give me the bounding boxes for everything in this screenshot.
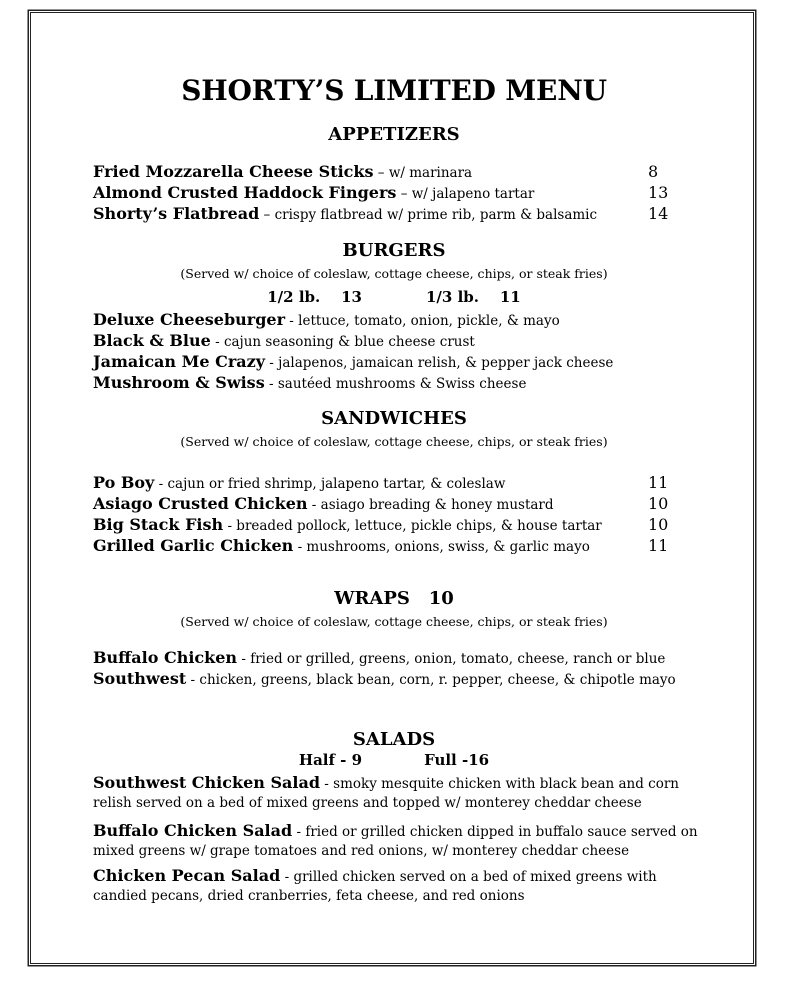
item-description: - smoky mesquite chicken with black bean and corn relish served on a bed of mixed greens and topped w/ monterey cheddar cheese: [93, 776, 679, 811]
item-name: Shorty’s Flatbread: [93, 204, 260, 223]
item-name: Black & Blue: [93, 331, 211, 350]
item-description: - asiago breading & honey mustard: [307, 497, 554, 513]
item-name: Deluxe Cheeseburger: [93, 310, 286, 329]
menu-item: [93, 473, 693, 492]
menu-item: [93, 373, 693, 392]
item-name: Mushroom & Swiss: [93, 373, 265, 392]
item-description: – w/ jalapeno tartar: [396, 186, 535, 202]
menu-item: [93, 183, 693, 202]
item-name: Southwest: [93, 669, 187, 688]
item-description: - mushrooms, onions, swiss, & garlic mayo: [293, 539, 590, 555]
served-with-note: (Served w/ choice of coleslaw, cottage cheese, chips, or steak fries): [180, 434, 608, 449]
item-name: Buffalo Chicken: [93, 648, 238, 667]
wraps-heading: WRAPS 10: [334, 588, 454, 609]
item-name: Southwest Chicken Salad: [93, 773, 321, 792]
size-half: Half - 9: [298, 751, 363, 769]
menu-item: [93, 204, 693, 223]
item-price: 13: [648, 183, 669, 202]
item-description: - jalapenos, jamaican relish, & pepper jack cheese: [265, 355, 614, 371]
item-price: 11: [648, 536, 669, 555]
item-price: 14: [648, 204, 669, 223]
item-name: Asiago Crusted Chicken: [93, 494, 308, 513]
menu-item: [93, 536, 693, 555]
menu-item: [93, 310, 693, 329]
menu-title: SHORTY’S LIMITED MENU: [181, 74, 607, 107]
item-name: Buffalo Chicken Salad: [93, 821, 293, 840]
menu-item: [93, 669, 693, 688]
salad-sizes: [0, 751, 788, 769]
item-price: 11: [648, 473, 669, 492]
sandwiches-heading: SANDWICHES: [321, 408, 467, 429]
item-price: 10: [648, 494, 669, 513]
served-with-note: (Served w/ choice of coleslaw, cottage cheese, chips, or steak fries): [180, 614, 608, 629]
salads-heading: SALADS: [352, 729, 436, 750]
item-name: Chicken Pecan Salad: [93, 866, 281, 885]
salad-item: [93, 773, 713, 813]
appetizers-heading: APPETIZERS: [328, 124, 460, 145]
size-third-pound: 1/3 lb. 11: [426, 288, 521, 306]
size-full: Full -16: [424, 751, 490, 769]
item-description: - fried or grilled, greens, onion, tomato, cheese, ranch or blue: [237, 651, 666, 667]
item-description: - fried or grilled chicken dipped in buffalo sauce served on mixed greens w/ grape tomatoes and red onions, w/ monterey cheddar cheese: [93, 824, 698, 859]
menu-item: [93, 162, 693, 181]
menu-item: [93, 494, 693, 513]
served-with-note: (Served w/ choice of coleslaw, cottage cheese, chips, or steak fries): [180, 266, 608, 281]
item-price: 8: [648, 162, 659, 181]
item-description: - cajun seasoning & blue cheese crust: [210, 334, 475, 350]
item-description: – crispy flatbread w/ prime rib, parm & balsamic: [259, 207, 598, 223]
item-description: - breaded pollock, lettuce, pickle chips, & house tartar: [223, 518, 602, 534]
salad-item: [93, 821, 713, 861]
item-name: Grilled Garlic Chicken: [93, 536, 294, 555]
menu-item: [93, 331, 693, 350]
item-name: Big Stack Fish: [93, 515, 224, 534]
item-price: 10: [648, 515, 669, 534]
item-name: Almond Crusted Haddock Fingers: [93, 183, 397, 202]
item-name: Jamaican Me Crazy: [93, 352, 265, 371]
item-description: - grilled chicken served on a bed of mixed greens with candied pecans, dried cranberries, feta cheese, and red onions: [93, 869, 657, 904]
item-description: - cajun or fried shrimp, jalapeno tartar, & coleslaw: [154, 476, 506, 492]
burgers-heading: BURGERS: [342, 240, 446, 261]
item-name: Fried Mozzarella Cheese Sticks: [93, 162, 374, 181]
menu-item: [93, 648, 693, 667]
burger-sizes: [0, 288, 788, 306]
item-description: – w/ marinara: [373, 165, 473, 181]
salad-item: [93, 866, 713, 906]
item-description: - lettuce, tomato, onion, pickle, & mayo: [285, 313, 560, 329]
item-description: - chicken, greens, black bean, corn, r. pepper, cheese, & chipotle mayo: [186, 672, 676, 688]
item-name: Po Boy: [93, 473, 155, 492]
size-half-pound: 1/2 lb. 13: [267, 288, 362, 306]
menu-item: [93, 352, 693, 371]
menu-item: [93, 515, 693, 534]
item-description: - sautéed mushrooms & Swiss cheese: [264, 376, 527, 392]
